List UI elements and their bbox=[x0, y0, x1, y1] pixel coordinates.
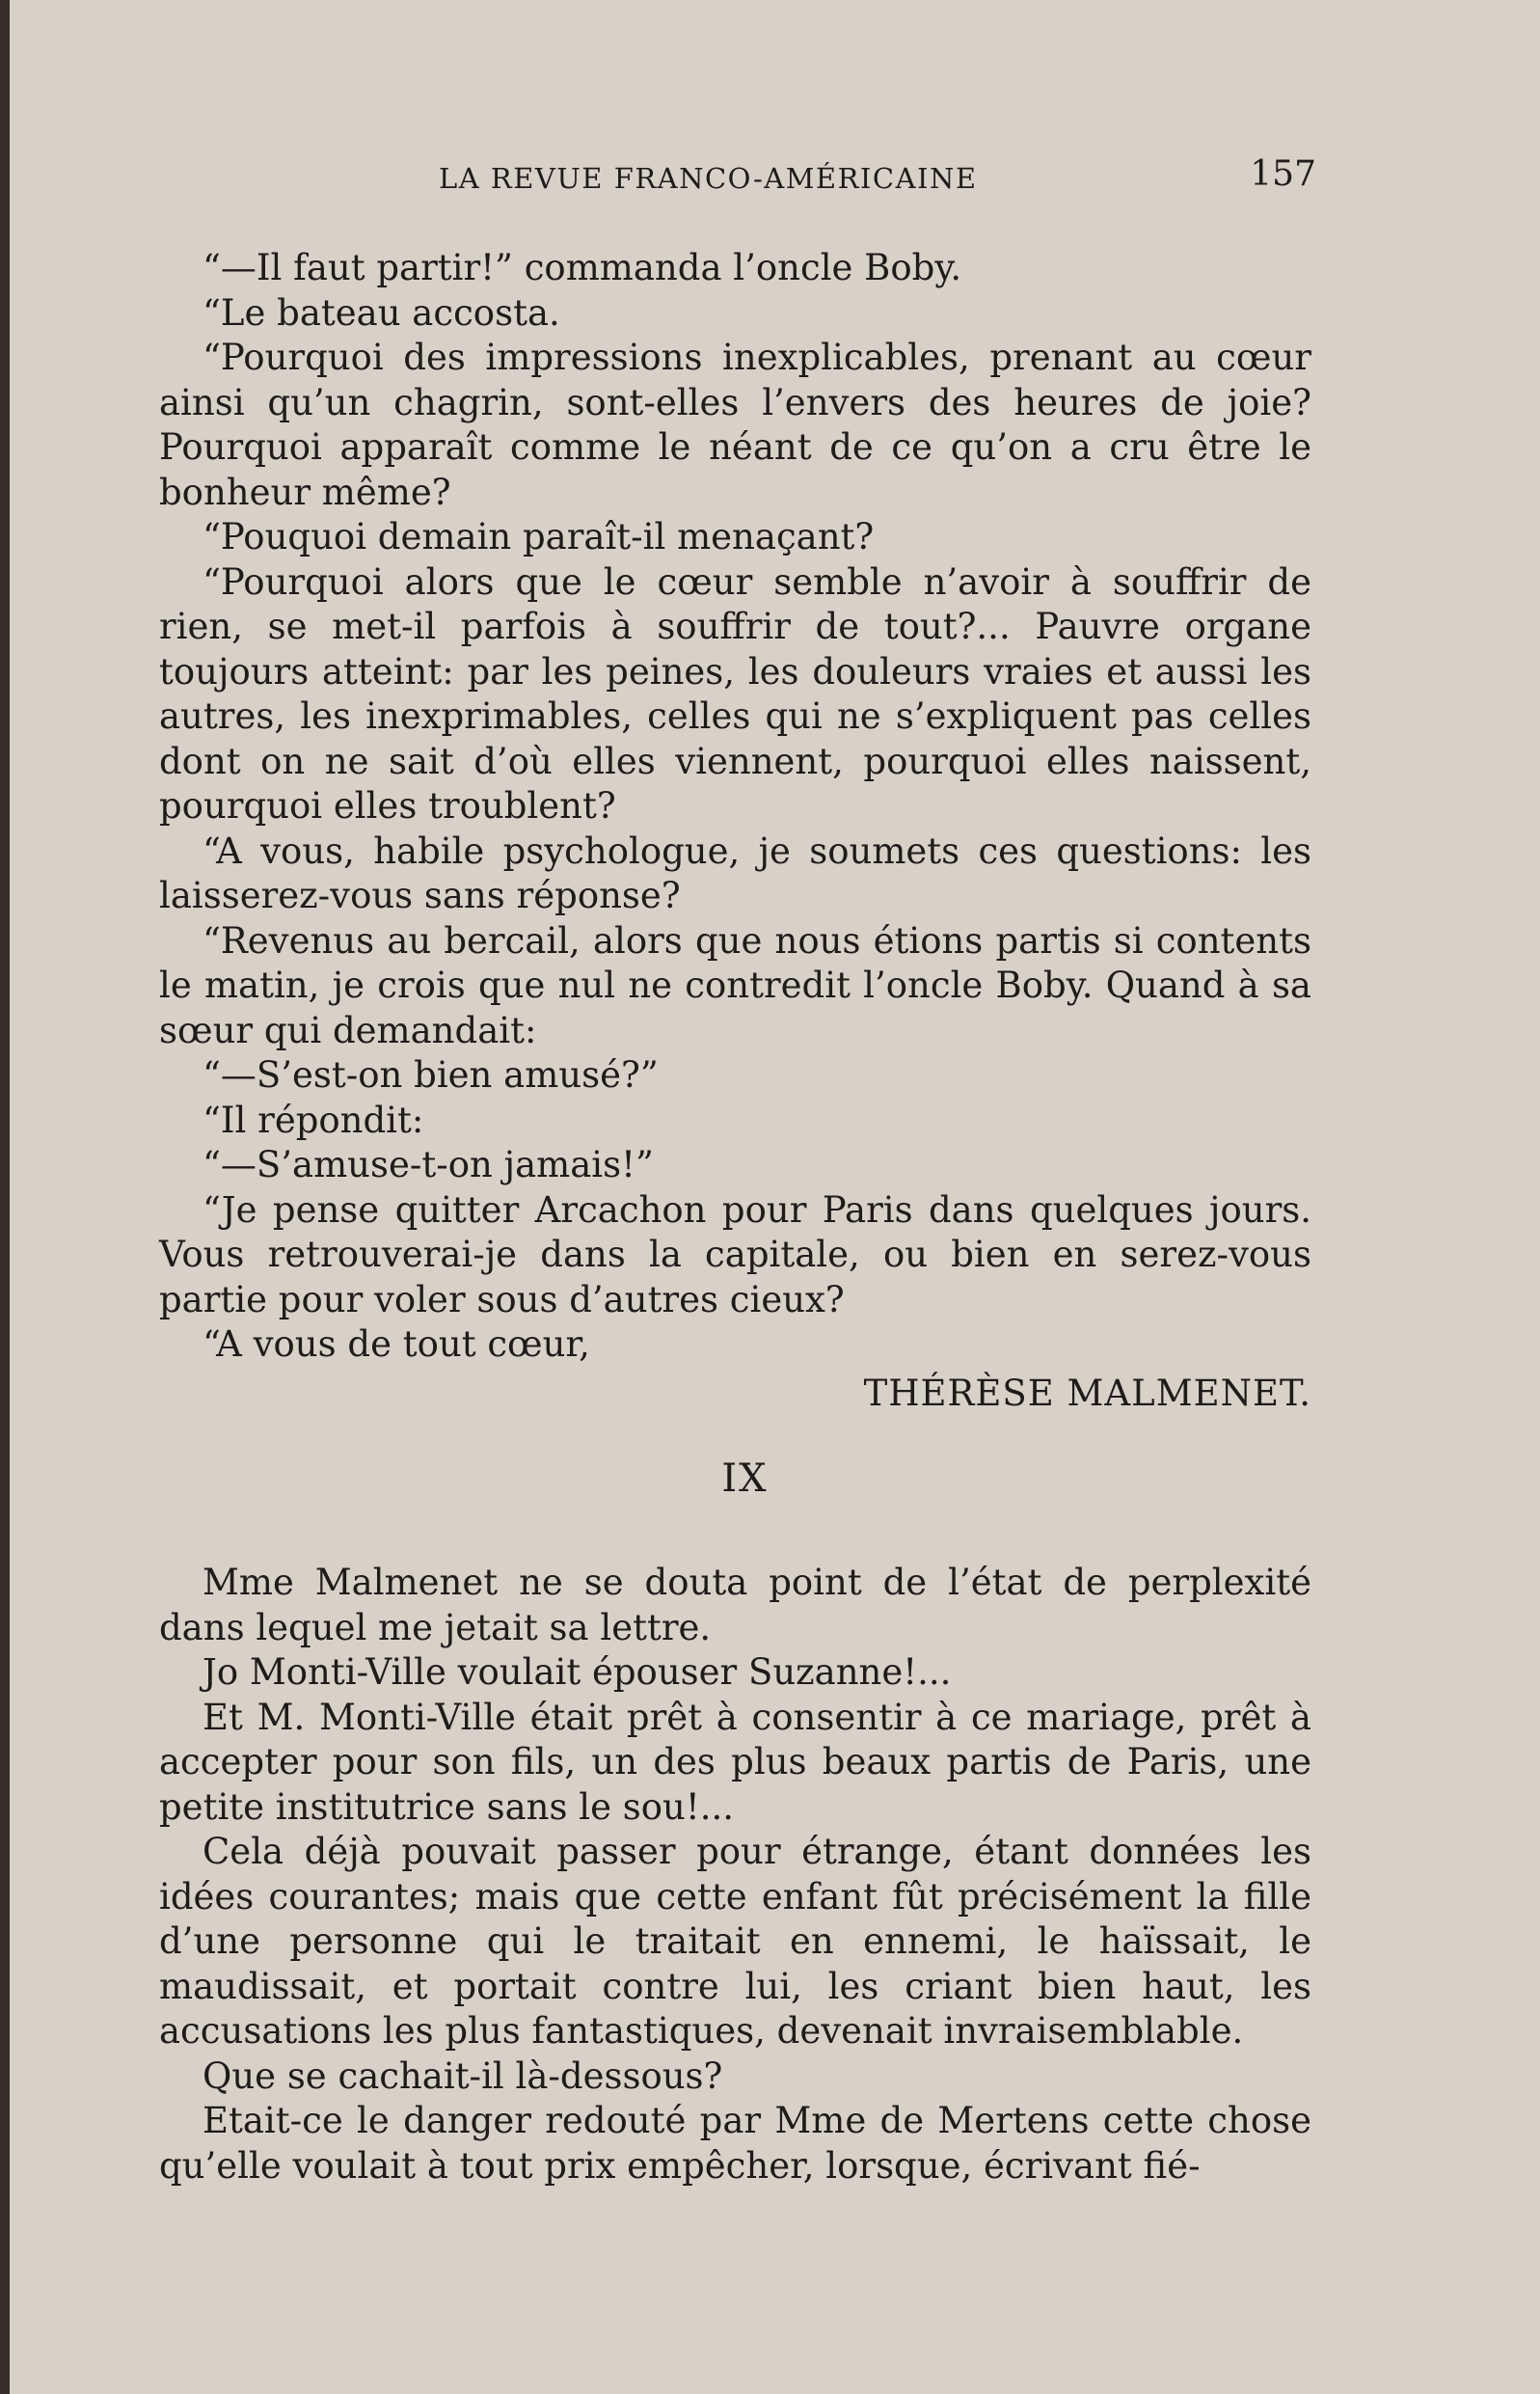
letter-signature: THÉRÈSE MALMENET. bbox=[863, 1372, 1311, 1414]
paragraph: “Il répondit: bbox=[203, 1099, 424, 1141]
paragraph: Jo Monti-Ville voulait épouser Suzanne!... bbox=[203, 1651, 952, 1693]
paragraph: “—Il faut partir!” commanda l’oncle Boby. bbox=[203, 247, 962, 288]
paragraph: “Pouquoi demain paraît-il menaçant? bbox=[203, 516, 875, 558]
paragraph: Et M. Monti-Ville était prêt à consentir à ce mariage, prêt à accepter pour son fils, un des plus beaux partis de Paris, une petite institutrice sans le sou!... bbox=[159, 1696, 1311, 1828]
letter-text bbox=[159, 246, 1311, 1416]
paragraph: Que se cachait-il là-dessous? bbox=[203, 2054, 723, 2097]
paragraph: Mme Malmenet ne se douta point de l’état de perplexité dans lequel me jetait sa lettre. bbox=[159, 1562, 1311, 1648]
paragraph: “Le bateau accosta. bbox=[203, 291, 560, 334]
running-title: LA REVUE FRANCO-AMÉRICAINE bbox=[439, 162, 978, 195]
paragraph: “Pourquoi alors que le cœur semble n’avoir à souffrir de rien, se met-il parfois à souffrir de tout?... Pauvre organe toujours atteint: par les peines, les douleurs vraies et aussi les autres, les inexprimables, celles qui ne s’expliquent pas celles dont on ne sait d’où elles viennent, pourquoi elles naissent, pourquoi elles troublent? bbox=[159, 560, 1311, 827]
paragraph: “Je pense quitter Arcachon pour Paris dans quelques jours. Vous retrouverai-je dans la capitale, ou bien en serez-vous partie pour voler sous d’autres cieux? bbox=[159, 1188, 1311, 1320]
chapter-heading: IX bbox=[721, 1456, 769, 1501]
paragraph: “Revenus au bercail, alors que nous étions partis si contents le matin, je crois que nul ne contredit l’oncle Boby. Quand à sa sœur qui demandait: bbox=[159, 919, 1311, 1051]
chapter-text bbox=[159, 1561, 1311, 2189]
paragraph: “A vous, habile psychologue, je soumets ces questions: les laisserez-vous sans réponse? bbox=[159, 830, 1311, 916]
page-header bbox=[439, 154, 1316, 203]
paragraph: Cela déjà pouvait passer pour étrange, étant données les idées courantes; mais que cette enfant fût précisément la fille d’une personne qui le traitait en ennemi, le haïssait, le maudissait, et portait contre lui, les criant bien haut, les accusations les plus fantastiques, devenait invraisemblable. bbox=[159, 1831, 1311, 2052]
paragraph: Etait-ce le danger redouté par Mme de Mertens cette chose qu’elle voulait à tout prix empêcher, lorsque, écrivant fié- bbox=[159, 2100, 1311, 2187]
paragraph: “Pourquoi des impressions inexplicables, prenant au cœur ainsi qu’un chagrin, sont-elles l’envers des heures de joie? Pourquoi apparaît comme le néant de ce qu’on a cru être le bonheur même? bbox=[159, 337, 1311, 513]
binding-edge bbox=[0, 0, 10, 2394]
paragraph: “A vous de tout cœur, bbox=[203, 1323, 590, 1365]
page-number: 157 bbox=[1250, 154, 1316, 194]
paragraph: “—S’amuse-t-on jamais!” bbox=[203, 1144, 654, 1185]
paragraph: “—S’est-on bien amusé?” bbox=[203, 1054, 659, 1096]
